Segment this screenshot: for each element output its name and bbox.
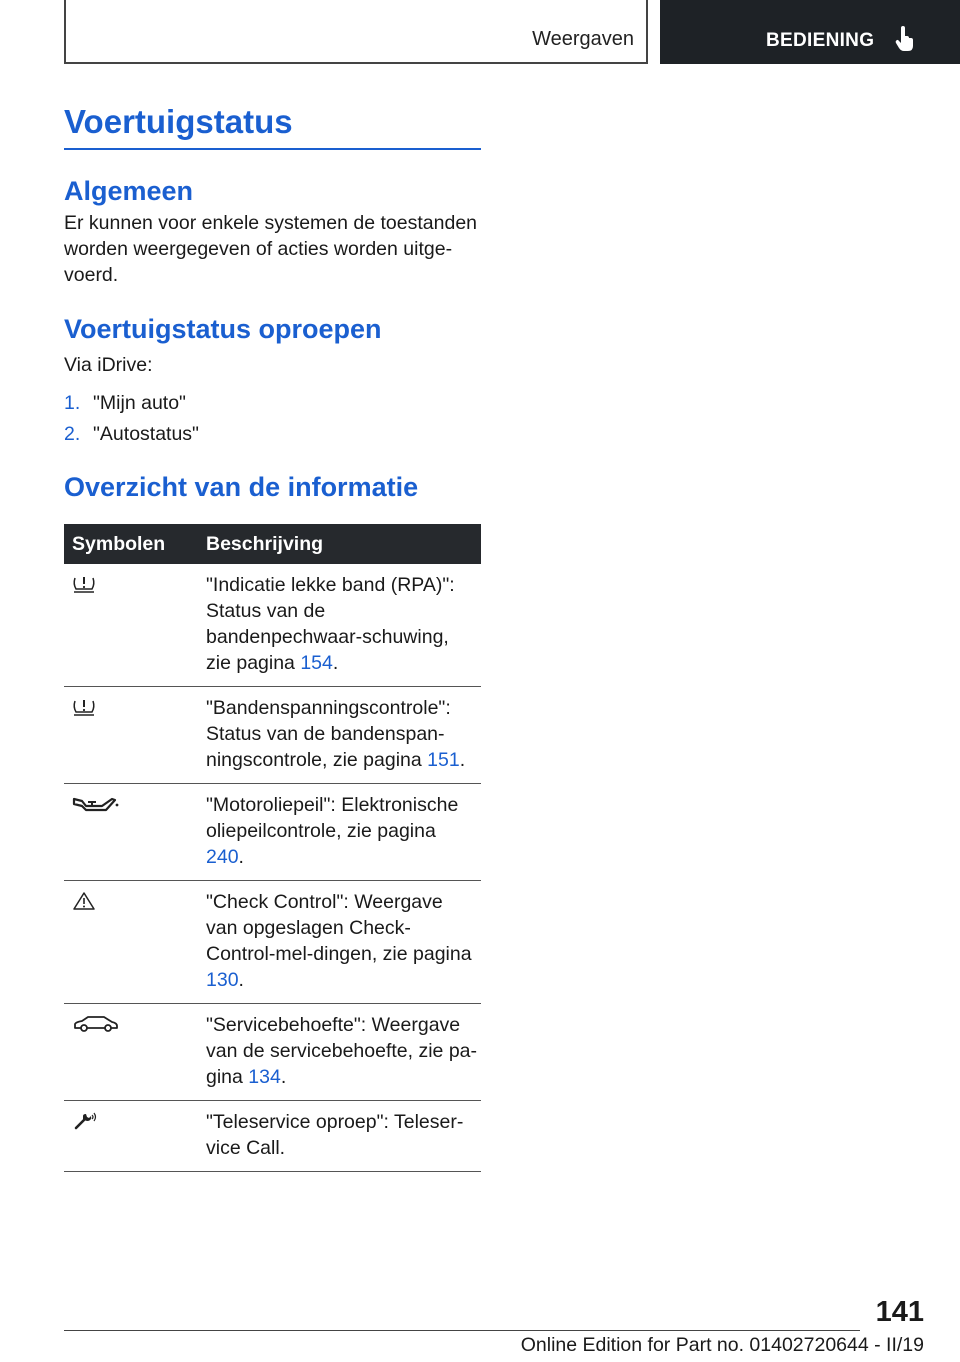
row-end: . — [459, 749, 466, 771]
step-number: 2. — [64, 423, 81, 445]
column-header-symbolen: Symbolen — [64, 524, 196, 564]
pointing-hand-icon — [894, 26, 916, 57]
table-row — [64, 687, 481, 784]
row-end: . — [238, 969, 244, 991]
page-link[interactable]: 154 — [300, 652, 333, 674]
page-number: 141 — [875, 1296, 924, 1328]
heading-oproepen: Voertuigstatus oproepen — [64, 314, 382, 344]
page-link[interactable]: 151 — [427, 749, 460, 771]
page-title: Voertuigstatus — [64, 100, 481, 150]
via-idrive-text: Via iDrive: — [64, 354, 153, 376]
tire-pressure-icon — [72, 697, 196, 717]
row-description: "Motoroliepeil": Elektronische oliepeilcontrole, zie pagina — [206, 794, 459, 842]
row-end: . — [332, 652, 339, 674]
intro-paragraph: Er kunnen voor enkele systemen de toestanden worden weergegeven of acties worden uitge-voerd. — [64, 212, 478, 286]
oil-can-icon — [72, 794, 196, 816]
column-header-beschrijving: Beschrijving — [196, 524, 481, 564]
table-row — [64, 1004, 481, 1101]
header-section-box — [660, 0, 960, 64]
list-item — [64, 388, 481, 419]
footer-divider — [64, 1330, 860, 1331]
row-description: "Check Control": Weergave van opgeslagen Check-Control-mel-dingen, zie pagina — [206, 891, 472, 965]
row-description: "Servicebehoefte": Weergave van de servicebehoefte, zie pa-gina — [206, 1014, 478, 1088]
row-description: "Teleservice oproep": Teleser-vice Call. — [206, 1111, 464, 1159]
page-link[interactable]: 240 — [206, 846, 239, 868]
breadcrumb: Weergaven — [532, 28, 634, 50]
row-end: . — [238, 846, 244, 868]
car-service-icon — [72, 1014, 196, 1034]
list-item — [64, 419, 481, 450]
table-row — [64, 564, 481, 687]
step-text: "Mijn auto" — [93, 392, 186, 414]
table-row — [64, 784, 481, 881]
row-description: "Indicatie lekke band (RPA)": Status van de bandenpechwaar-schuwing, zie pagina — [206, 574, 455, 674]
section-title: BEDIENING — [766, 30, 875, 51]
row-description: "Bandenspanningscontrole": Status van de bandenspan-ningscontrole, zie pagina — [206, 697, 451, 771]
step-text: "Autostatus" — [93, 423, 199, 445]
info-table — [64, 524, 481, 1172]
page-link[interactable]: 130 — [206, 969, 239, 991]
page-link[interactable]: 134 — [248, 1066, 281, 1088]
warning-triangle-icon — [72, 891, 196, 911]
wrench-signal-icon — [72, 1111, 196, 1131]
tire-warning-icon — [72, 574, 196, 594]
row-end: . — [280, 1066, 287, 1088]
heading-overzicht: Overzicht van de informatie — [64, 472, 419, 502]
header-breadcrumb-box — [64, 0, 648, 64]
heading-algemeen: Algemeen — [64, 176, 194, 206]
steps-list — [64, 388, 481, 450]
table-row — [64, 1101, 481, 1172]
step-number: 1. — [64, 392, 81, 414]
footer-edition-text: Online Edition for Part no. 01402720644 - II/19 — [520, 1334, 924, 1356]
table-header-row — [64, 524, 481, 564]
main-content — [64, 100, 481, 1172]
table-row — [64, 881, 481, 1004]
